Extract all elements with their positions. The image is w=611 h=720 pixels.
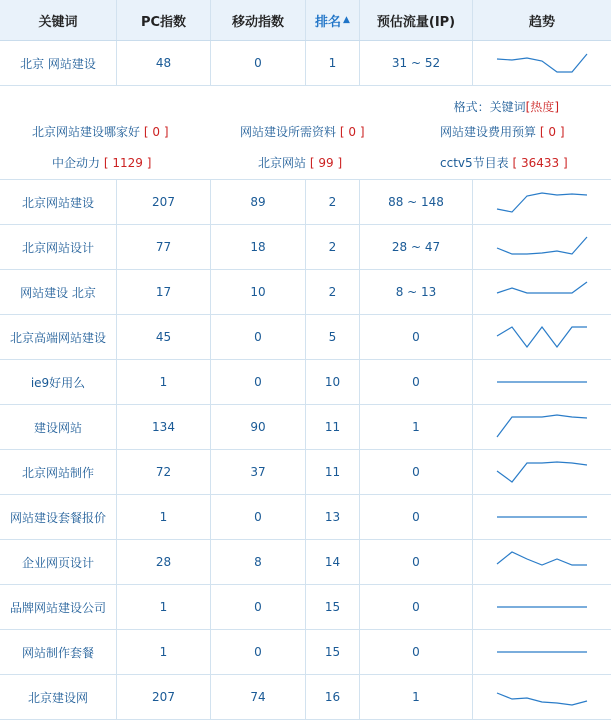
row-traffic: 0: [360, 585, 473, 629]
row-mobile-index: 0: [211, 315, 306, 359]
table-row: [0, 180, 611, 225]
trend-sparkline: [494, 187, 590, 217]
col-pc-header[interactable]: PC指数: [117, 0, 211, 40]
row-traffic: 31 ~ 52: [360, 41, 473, 85]
row-keyword-link[interactable]: 品牌网站建设公司: [0, 585, 117, 629]
row-rank: 2: [306, 225, 360, 269]
row-mobile-index: 74: [211, 675, 306, 719]
col-traffic-header[interactable]: 预估流量(IP): [360, 0, 473, 40]
row-traffic: 1: [360, 405, 473, 449]
row-keyword-link[interactable]: 北京建设网: [0, 675, 117, 719]
row-mobile-index: 0: [211, 585, 306, 629]
table-row: [0, 675, 611, 720]
row-mobile-index: 0: [211, 495, 306, 539]
table-row: [0, 450, 611, 495]
table-row: [0, 495, 611, 540]
row-traffic: 0: [360, 315, 473, 359]
row-pc-index: 207: [117, 675, 211, 719]
row-trend: [473, 225, 611, 269]
row-mobile-index: 18: [211, 225, 306, 269]
row-keyword-link[interactable]: 北京高端网站建设: [0, 315, 117, 359]
row-rank: 11: [306, 450, 360, 494]
row-trend: [473, 360, 611, 404]
row-rank: 16: [306, 675, 360, 719]
related-keyword[interactable]: cctv5节目表 [ 36433 ]: [440, 156, 568, 170]
row-rank: 15: [306, 585, 360, 629]
table-row: [0, 41, 611, 86]
row-mobile-index: 8: [211, 540, 306, 584]
related-keywords-panel: [0, 86, 611, 180]
row-pc-index: 48: [117, 41, 211, 85]
row-pc-index: 1: [117, 360, 211, 404]
trend-sparkline: [494, 637, 590, 667]
row-traffic: 0: [360, 495, 473, 539]
trend-sparkline: [494, 232, 590, 262]
row-traffic: 8 ~ 13: [360, 270, 473, 314]
row-rank: 11: [306, 405, 360, 449]
row-mobile-index: 90: [211, 405, 306, 449]
row-traffic: 0: [360, 540, 473, 584]
col-keyword-header[interactable]: 关键词: [0, 0, 117, 40]
trend-sparkline: [494, 322, 590, 352]
trend-sparkline: [494, 682, 590, 712]
row-rank: 10: [306, 360, 360, 404]
row-mobile-index: 89: [211, 180, 306, 224]
table-row: [0, 405, 611, 450]
trend-sparkline: [494, 412, 590, 442]
row-mobile-index: 0: [211, 41, 306, 85]
row-rank: 15: [306, 630, 360, 674]
row-trend: [473, 630, 611, 674]
row-trend: [473, 41, 611, 85]
table-row: [0, 540, 611, 585]
table-row: [0, 585, 611, 630]
row-rank: 1: [306, 41, 360, 85]
row-rank: 2: [306, 270, 360, 314]
row-trend: [473, 180, 611, 224]
row-trend: [473, 675, 611, 719]
row-keyword-link[interactable]: ie9好用么: [0, 360, 117, 404]
row-traffic: 0: [360, 630, 473, 674]
trend-sparkline: [494, 547, 590, 577]
row-traffic: 0: [360, 450, 473, 494]
row-traffic: 28 ~ 47: [360, 225, 473, 269]
row-keyword-link[interactable]: 企业网页设计: [0, 540, 117, 584]
format-hint: 格式：关键词[热度]: [453, 100, 559, 114]
row-trend: [473, 585, 611, 629]
row-trend: [473, 495, 611, 539]
table-header: [0, 0, 611, 41]
row-traffic: 88 ~ 148: [360, 180, 473, 224]
row-keyword-link[interactable]: 网站建设套餐报价: [0, 495, 117, 539]
related-keyword[interactable]: 中企动力 [ 1129 ]: [52, 156, 152, 170]
col-trend-header: 趋势: [528, 14, 555, 30]
table-row: [0, 360, 611, 405]
col-mobile-header[interactable]: 移动指数: [211, 0, 306, 40]
row-rank: 13: [306, 495, 360, 539]
trend-sparkline: [494, 592, 590, 622]
row-trend: [473, 540, 611, 584]
row-pc-index: 1: [117, 495, 211, 539]
row-mobile-index: 10: [211, 270, 306, 314]
row-traffic: 0: [360, 360, 473, 404]
row-keyword-link[interactable]: 建设网站: [0, 405, 117, 449]
table-row: [0, 315, 611, 360]
table-row: [0, 225, 611, 270]
row-pc-index: 1: [117, 585, 211, 629]
row-keyword-link[interactable]: 北京网站制作: [0, 450, 117, 494]
row-pc-index: 72: [117, 450, 211, 494]
trend-sparkline: [494, 502, 590, 532]
row-mobile-index: 37: [211, 450, 306, 494]
trend-sparkline: [494, 277, 590, 307]
row-pc-index: 17: [117, 270, 211, 314]
trend-sparkline: [494, 457, 590, 487]
keyword-rows: [0, 180, 611, 720]
related-keyword[interactable]: 网站建设所需资料 [ 0 ]: [240, 125, 365, 139]
row-trend: [473, 315, 611, 359]
row-keyword-link[interactable]: 北京 网站建设: [0, 41, 117, 85]
related-keyword[interactable]: 网站建设费用预算 [ 0 ]: [440, 125, 565, 139]
row-rank: 5: [306, 315, 360, 359]
trend-sparkline: [494, 367, 590, 397]
row-pc-index: 134: [117, 405, 211, 449]
table-row: [0, 270, 611, 315]
row-keyword-link[interactable]: 北京网站建设: [0, 180, 117, 224]
row-pc-index: 28: [117, 540, 211, 584]
row-rank: 2: [306, 180, 360, 224]
row-trend: [473, 405, 611, 449]
row-keyword-link[interactable]: 网站建设 北京: [0, 270, 117, 314]
table-row: [0, 630, 611, 675]
row-trend: [473, 270, 611, 314]
row-trend: [473, 450, 611, 494]
trend-sparkline: [494, 48, 590, 78]
row-pc-index: 207: [117, 180, 211, 224]
row-traffic: 1: [360, 675, 473, 719]
row-keyword-link[interactable]: 北京网站设计: [0, 225, 117, 269]
row-pc-index: 1: [117, 630, 211, 674]
row-mobile-index: 0: [211, 360, 306, 404]
row-pc-index: 45: [117, 315, 211, 359]
related-keyword[interactable]: 北京网站建设哪家好 [ 0 ]: [32, 125, 169, 139]
row-mobile-index: 0: [211, 630, 306, 674]
row-keyword-link[interactable]: 网站制作套餐: [0, 630, 117, 674]
row-rank: 14: [306, 540, 360, 584]
col-rank-header[interactable]: 排名 ▲: [306, 0, 360, 40]
sort-up-icon: ▲: [343, 15, 350, 25]
related-keyword[interactable]: 北京网站 [ 99 ]: [258, 156, 343, 170]
row-pc-index: 77: [117, 225, 211, 269]
